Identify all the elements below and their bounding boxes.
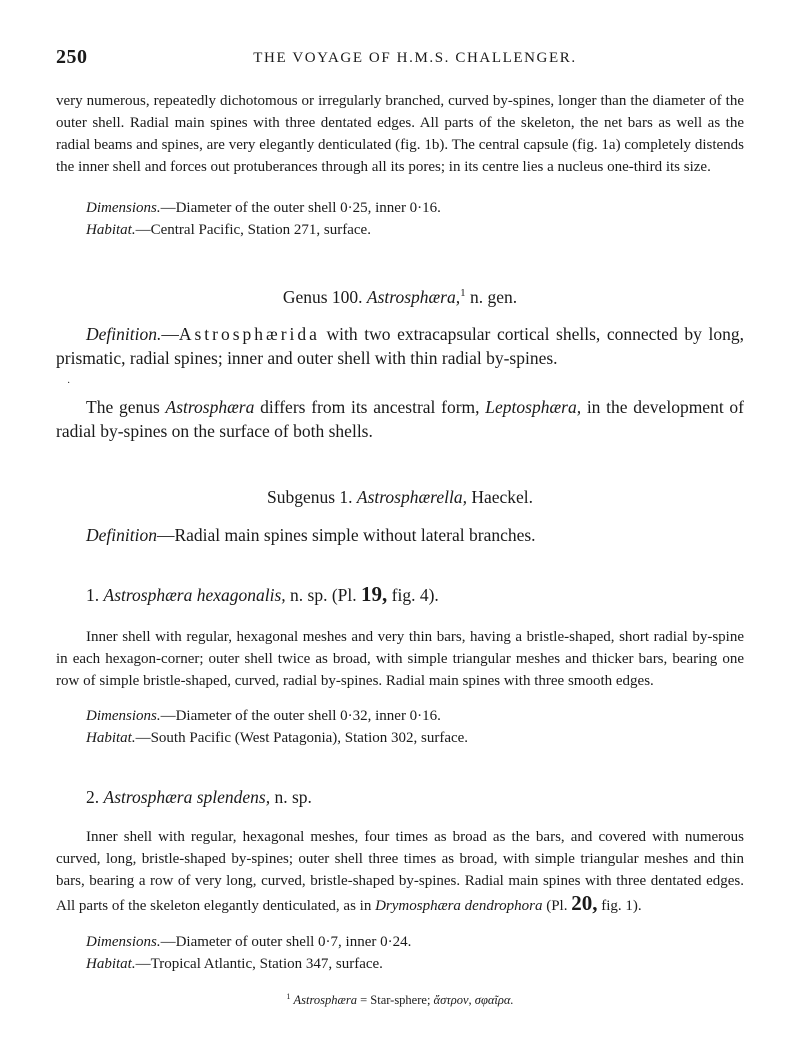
habitat-label: Habitat. xyxy=(86,222,136,238)
stray-mark: · xyxy=(67,378,71,389)
definition-label: Definition. xyxy=(86,324,162,344)
intro-dimensions: Dimensions.—Diameter of the outer shell 0·25, inner 0·16. xyxy=(86,200,441,216)
intro-habitat: Habitat.—Central Pacific, Station 271, surface. xyxy=(86,222,371,238)
genus-paragraph: The genus Astrosphæra differs from its ancestral form, Leptosphæra, in the development of radial by-spines on the surface of both shells. xyxy=(56,397,744,441)
species-dimensions: Dimensions.—Diameter of outer shell 0·7, inner 0·24. xyxy=(86,934,412,950)
reference-species: Drymosphæra dendrophora xyxy=(375,898,543,914)
plate-number: 19, xyxy=(361,582,388,606)
species-habitat: Habitat.—South Pacific (West Patagonia), Station 302, surface. xyxy=(86,730,469,746)
species-heading: 2. Astrosphæra splendens, n. sp. xyxy=(86,787,312,807)
species-description: Inner shell with regular, hexagonal meshes, four times as broad as the bars, and covered with numerous curved, long, bristle-shaped by-spines; outer shell three times as broad, with simple triangular meshes and thin bars, bearing a row of very long, curved, bristle-shaped by-spines. Radial main spines with three dentated edges. All parts of the skeleton elegantly denticulated, as in Drymosphæra dendrophora (Pl. 20, fig. 1). xyxy=(56,829,744,915)
plate-number: 20, xyxy=(571,891,598,915)
species-heading: 1. Astrosphæra hexagonalis, n. sp. (Pl. 19, fig. 4). xyxy=(86,582,439,606)
species-name: Astrosphæra splendens, xyxy=(103,787,271,807)
species-description: Inner shell with regular, hexagonal meshes and very thin bars, having a bristle-shaped, short radial by-spine in each hexagon-corner; outer shell twice as broad, with simple triangular meshes and thicker bars, bearing one row of simple bristle-shaped, curved, radial by-spines. Radial main spines with three smooth edges. xyxy=(56,629,744,689)
dimensions-label: Dimensions. xyxy=(86,200,161,216)
greek-etymology: ἄστρον, σφαῖρα. xyxy=(433,993,514,1008)
subgenus-definition: Definition—Radial main spines simple without lateral branches. xyxy=(86,525,536,545)
species-habitat: Habitat.—Tropical Atlantic, Station 347, surface. xyxy=(86,956,383,972)
intro-paragraph: very numerous, repeatedly dichotomous or irregularly branched, curved by-spines, longer than the diameter of the outer shell. Radial main spines with three dentated edges. All parts of the skeleton, the net bars as well as the radial beams and spines, are very elegantly denticulated (fig. 1b). The central capsule (fig. 1a) completely distends the inner shell and forces out protuberances through all its pores; in its centre lies a nucleus one-third its size. xyxy=(56,93,744,175)
genus-name: Astrosphæra, xyxy=(366,287,461,307)
genus-definition: Definition.—Astrosphærida with two extracapsular cortical shells, connected by long, prismatic, radial spines; inner and outer shell with thin radial by-spines. xyxy=(56,324,744,368)
species-dimensions: Dimensions.—Diameter of the outer shell 0·32, inner 0·16. xyxy=(86,708,441,724)
species-name: Astrosphæra hexagonalis, xyxy=(103,585,286,605)
family-name: Astrosphærida xyxy=(178,324,320,344)
footnote: $^1$ Astrosphæra = Star-sphere; ἄστρον, σφαῖρα. xyxy=(286,992,514,1008)
footnote-ref: 1 xyxy=(460,287,466,300)
subgenus-name: Astrosphærella, xyxy=(356,487,467,507)
subgenus-heading: Subgenus 1. Astrosphærella, Haeckel. xyxy=(266,487,534,507)
genus-heading: Genus 100. Astrosphæra,$^1$ n. gen. xyxy=(282,287,518,307)
page-number: 250 xyxy=(56,46,88,68)
running-title: THE VOYAGE OF H.M.S. CHALLENGER. xyxy=(253,50,577,66)
